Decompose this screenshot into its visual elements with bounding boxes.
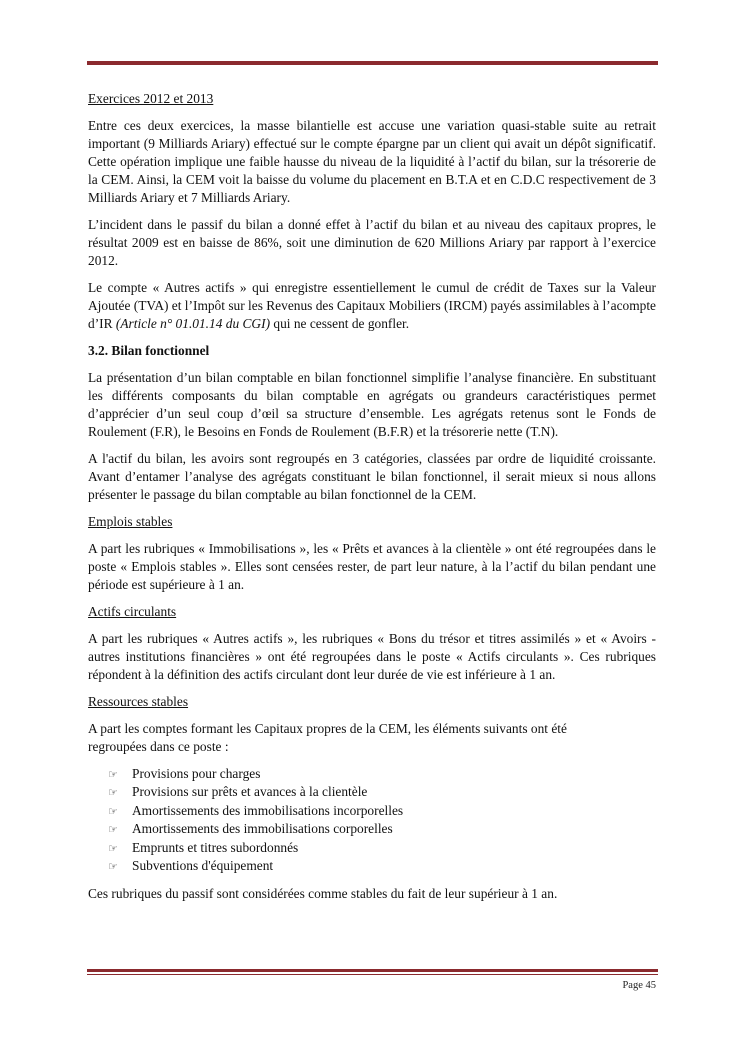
section-heading-exercices: Exercices 2012 et 2013 <box>88 91 214 106</box>
pointing-hand-icon: ☞ <box>108 823 118 837</box>
text-run: Le compte « Autres actifs » qui enregistre essentiellement le cumul de crédit de Taxes sur la Valeur Ajoutée (TVA) et l’Impôt sur les Revenus des Capitaux Mobiliers (IRCM) payés assimilables à l’acompte d’IR <box>88 280 656 331</box>
list-item <box>108 802 656 820</box>
list-item <box>108 765 656 783</box>
list-item <box>108 839 656 857</box>
pointing-hand-icon: ☞ <box>108 860 118 874</box>
paragraph-bilan-fonctionnel-2: A l'actif du bilan, les avoirs sont regroupés en 3 catégories, classées par ordre de liquidité croissante. Avant d’entamer l’analyse des agrégats constituant le bilan fonctionnel, il serait mieux si nous allons présenter le passage du bilan comptable au bilan fonctionnel de la CEM. <box>88 451 656 502</box>
article-reference: (Article n° 01.01.14 du CGI) <box>115 316 271 331</box>
list-item <box>108 857 656 875</box>
paragraph-ressources-intro: A part les comptes formant les Capitaux propres de la CEM, les éléments suivants ont été regroupées dans ce poste : <box>88 721 567 754</box>
paragraph-ressources-closing: Ces rubriques du passif sont considérées comme stables du fait de leur supérieur à 1 an. <box>88 886 558 902</box>
list-item-label: Amortissements des immobilisations incorporelles <box>132 802 404 818</box>
section-heading-ressources-stables: Ressources stables <box>88 694 189 709</box>
text-run: qui ne cessent de gonfler. <box>270 316 410 331</box>
pointing-hand-icon: ☞ <box>108 841 118 855</box>
list-item-label: Subventions d'équipement <box>132 858 274 874</box>
paragraph-actifs-circulants: A part les rubriques « Autres actifs », les rubriques « Bons du trésor et titres assimilés » et « Avoirs - autres institutions financières » ont été regroupées dans le poste « Actifs circulants ». Ces rubriques répondent à la définition des actifs circulant dont leur durée de vie est inférieure à 1 an. <box>88 631 656 682</box>
paragraph-bilan-fonctionnel-1: La présentation d’un bilan comptable en bilan fonctionnel simplifie l’analyse financière. En substituant les différents composants du bilan comptable en agrégats ou grandeurs caractéristiques permet d’apprécier d’un seul coup d’œil sa structure d’ensemble. Les agrégats retenus sont le Fonds de Roulement (F.R), le Besoins en Fonds de Roulement (B.F.R) et la trésorerie nette (T.N). <box>88 370 656 439</box>
paragraph-emplois-stables: A part les rubriques « Immobilisations », les « Prêts et avances à la clientèle » ont été regroupées dans le poste « Emplois stables ». Elles sont censées rester, de part leur nature, à la l’actif du bilan pendant une période est supérieure à 1 an. <box>88 541 656 592</box>
footer-rule <box>87 969 658 977</box>
ressources-list <box>88 765 656 875</box>
list-item <box>108 783 656 801</box>
section-heading-actifs-circulants: Actifs circulants <box>88 604 177 619</box>
paragraph-exercices-1: Entre ces deux exercices, la masse bilantielle est accuse une variation quasi-stable suite au retrait important (9 Milliards Ariary) effectué sur le compte épargne par un client qui avait un dépôt significatif. Cette opération implique une faible hausse du niveau de la liquidité à l’actif du bilan, sur la trésorerie de la CEM. Ainsi, la CEM voit la baisse du volume du placement en B.T.A et en C.D.C respectivement de 3 Milliards Ariary et 7 Milliards Ariary. <box>88 118 656 205</box>
list-item-label: Provisions pour charges <box>132 766 261 781</box>
page-body <box>88 90 656 912</box>
section-heading-bilan-fonctionnel: 3.2. Bilan fonctionnel <box>88 343 210 358</box>
paragraph-exercices-2: L’incident dans le passif du bilan a donné effet à l’actif du bilan et au niveau des capitaux propres, le résultat 2009 est en baisse de 86%, soit une diminution de 620 Millions Ariary par rapport à l’exercice 2012. <box>88 217 656 268</box>
pointing-hand-icon: ☞ <box>108 768 118 781</box>
list-item-label: Provisions sur prêts et avances à la clientèle <box>132 784 368 800</box>
page-number: Page 45 <box>622 980 656 991</box>
pointing-hand-icon: ☞ <box>108 804 118 818</box>
header-rule <box>87 59 658 65</box>
pointing-hand-icon: ☞ <box>108 786 118 800</box>
list-item-label: Emprunts et titres subordonnés <box>132 839 299 855</box>
list-item <box>108 820 656 838</box>
paragraph-autres-actifs <box>88 279 656 333</box>
list-item-label: Amortissements des immobilisations corporelles <box>132 821 393 837</box>
section-heading-emplois-stables: Emplois stables <box>88 514 173 529</box>
